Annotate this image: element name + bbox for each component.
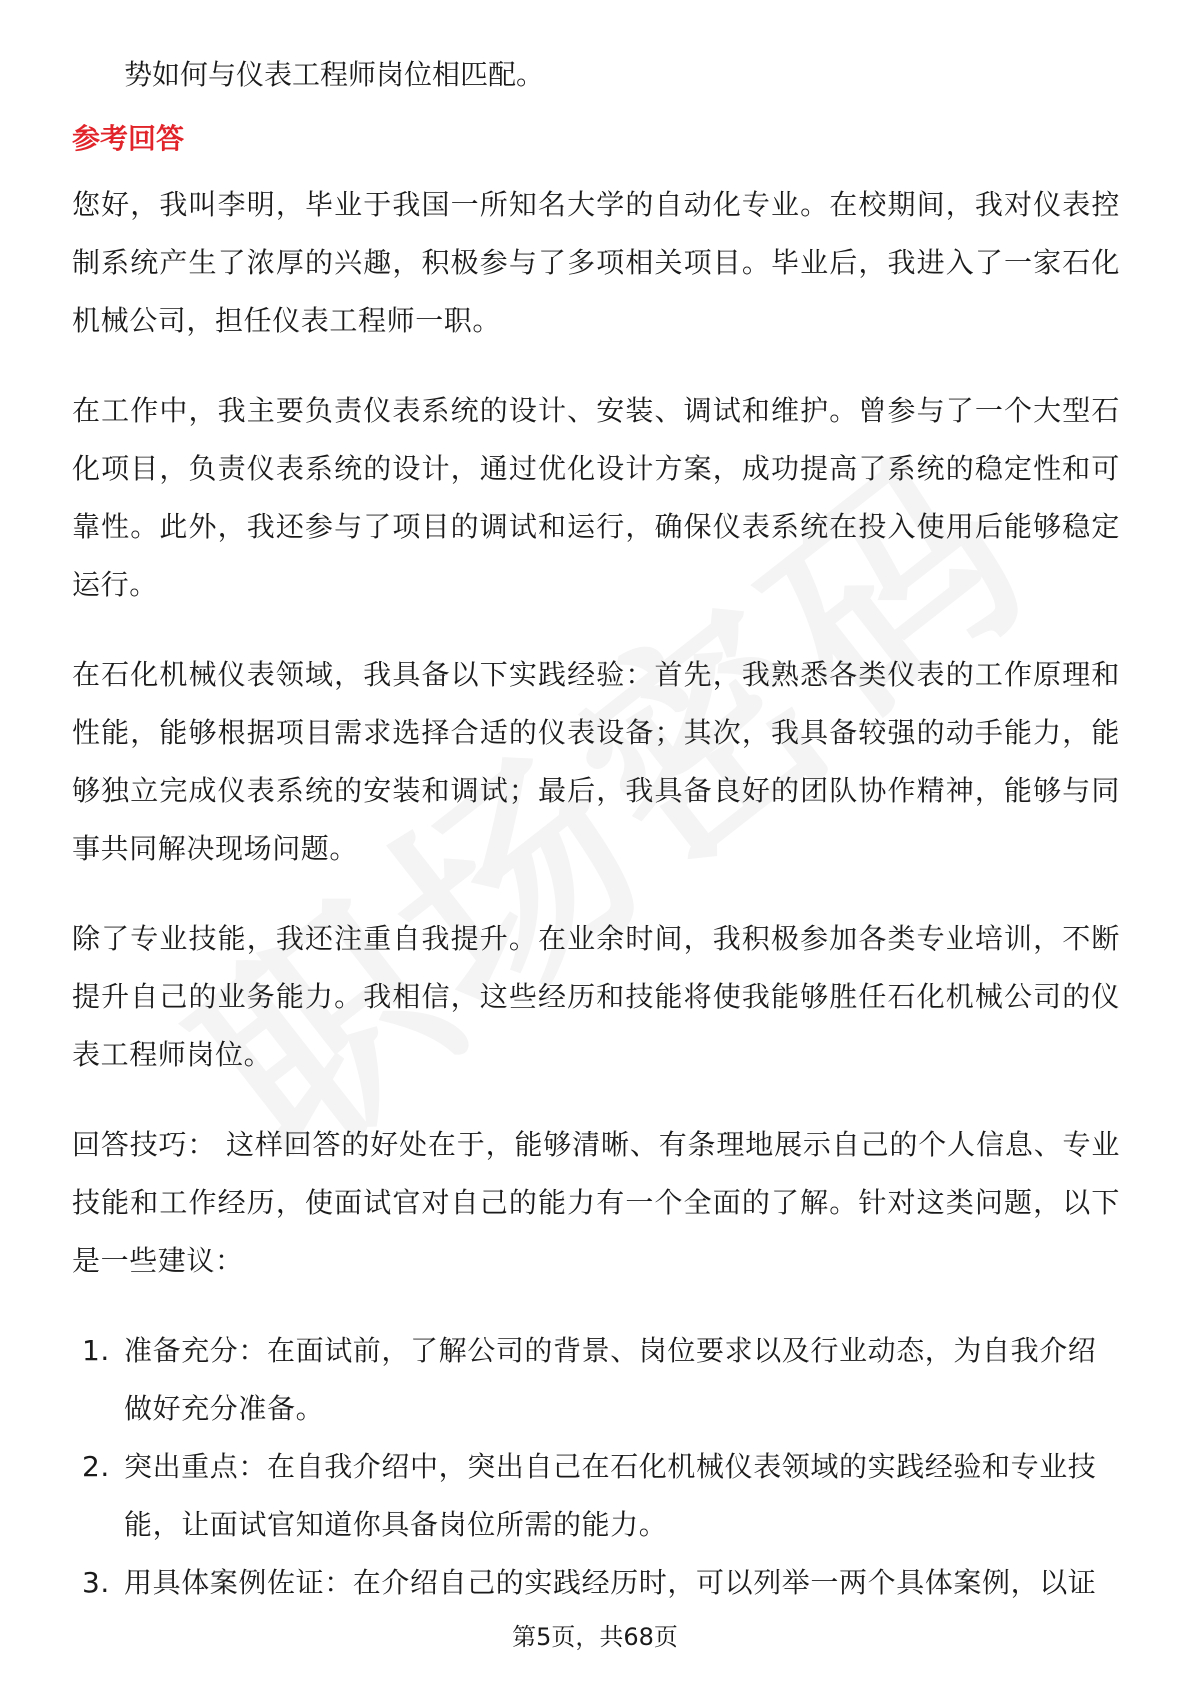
list-item-text: 突出重点：在自我介绍中，突出自己在石化机械仪表领域的实践经验和专业技能，让面试官知道你具备岗位所需的能力。	[124, 1450, 1097, 1541]
page-content	[72, 46, 1120, 1612]
paragraph-intro: 您好，我叫李明，毕业于我国一所知名大学的自动化专业。在校期间，我对仪表控制系统产生了浓厚的兴趣，积极参与了多项相关项目。毕业后，我进入了一家石化机械公司，担任仪表工程师一职。	[72, 188, 1120, 337]
list-item	[72, 1322, 1120, 1438]
paragraph-work: 在工作中，我主要负责仪表系统的设计、安装、调试和维护。曾参与了一个大型石化项目，负责仪表系统的设计，通过优化设计方案，成功提高了系统的稳定性和可靠性。此外，我还参与了项目的调试和运行，确保仪表系统在投入使用后能够稳定运行。	[72, 394, 1120, 601]
section-heading: 参考回答	[72, 122, 185, 155]
list-item	[72, 1438, 1120, 1554]
list-item-number: 1.	[82, 1334, 110, 1367]
list-item-text: 用具体案例佐证：在介绍自己的实践经历时，可以列举一两个具体案例，以证	[124, 1566, 1097, 1599]
list-item-number: 3.	[82, 1566, 110, 1599]
page-number: 第5页，共68页	[512, 1623, 678, 1651]
list-item	[72, 1554, 1120, 1612]
paragraph-experience: 在石化机械仪表领域，我具备以下实践经验：首先，我熟悉各类仪表的工作原理和性能，能够根据项目需求选择合适的仪表设备；其次，我具备较强的动手能力，能够独立完成仪表系统的安装和调试；最后，我具备良好的团队协作精神，能够与同事共同解决现场问题。	[72, 658, 1120, 865]
continued-line: 势如何与仪表工程师岗位相匹配。	[124, 58, 545, 91]
paragraph-answer-tips: 回答技巧： 这样回答的好处在于，能够清晰、有条理地展示自己的个人信息、专业技能和工作经历，使面试官对自己的能力有一个全面的了解。针对这类问题，以下是一些建议：	[72, 1128, 1120, 1277]
list-item-text: 准备充分：在面试前，了解公司的背景、岗位要求以及行业动态，为自我介绍做好充分准备。	[124, 1334, 1097, 1425]
tips-list	[72, 1322, 1120, 1612]
paragraph-self-improvement: 除了专业技能，我还注重自我提升。在业余时间，我积极参加各类专业培训，不断提升自己的业务能力。我相信，这些经历和技能将使我能够胜任石化机械公司的仪表工程师岗位。	[72, 922, 1120, 1071]
list-item-number: 2.	[82, 1450, 110, 1483]
